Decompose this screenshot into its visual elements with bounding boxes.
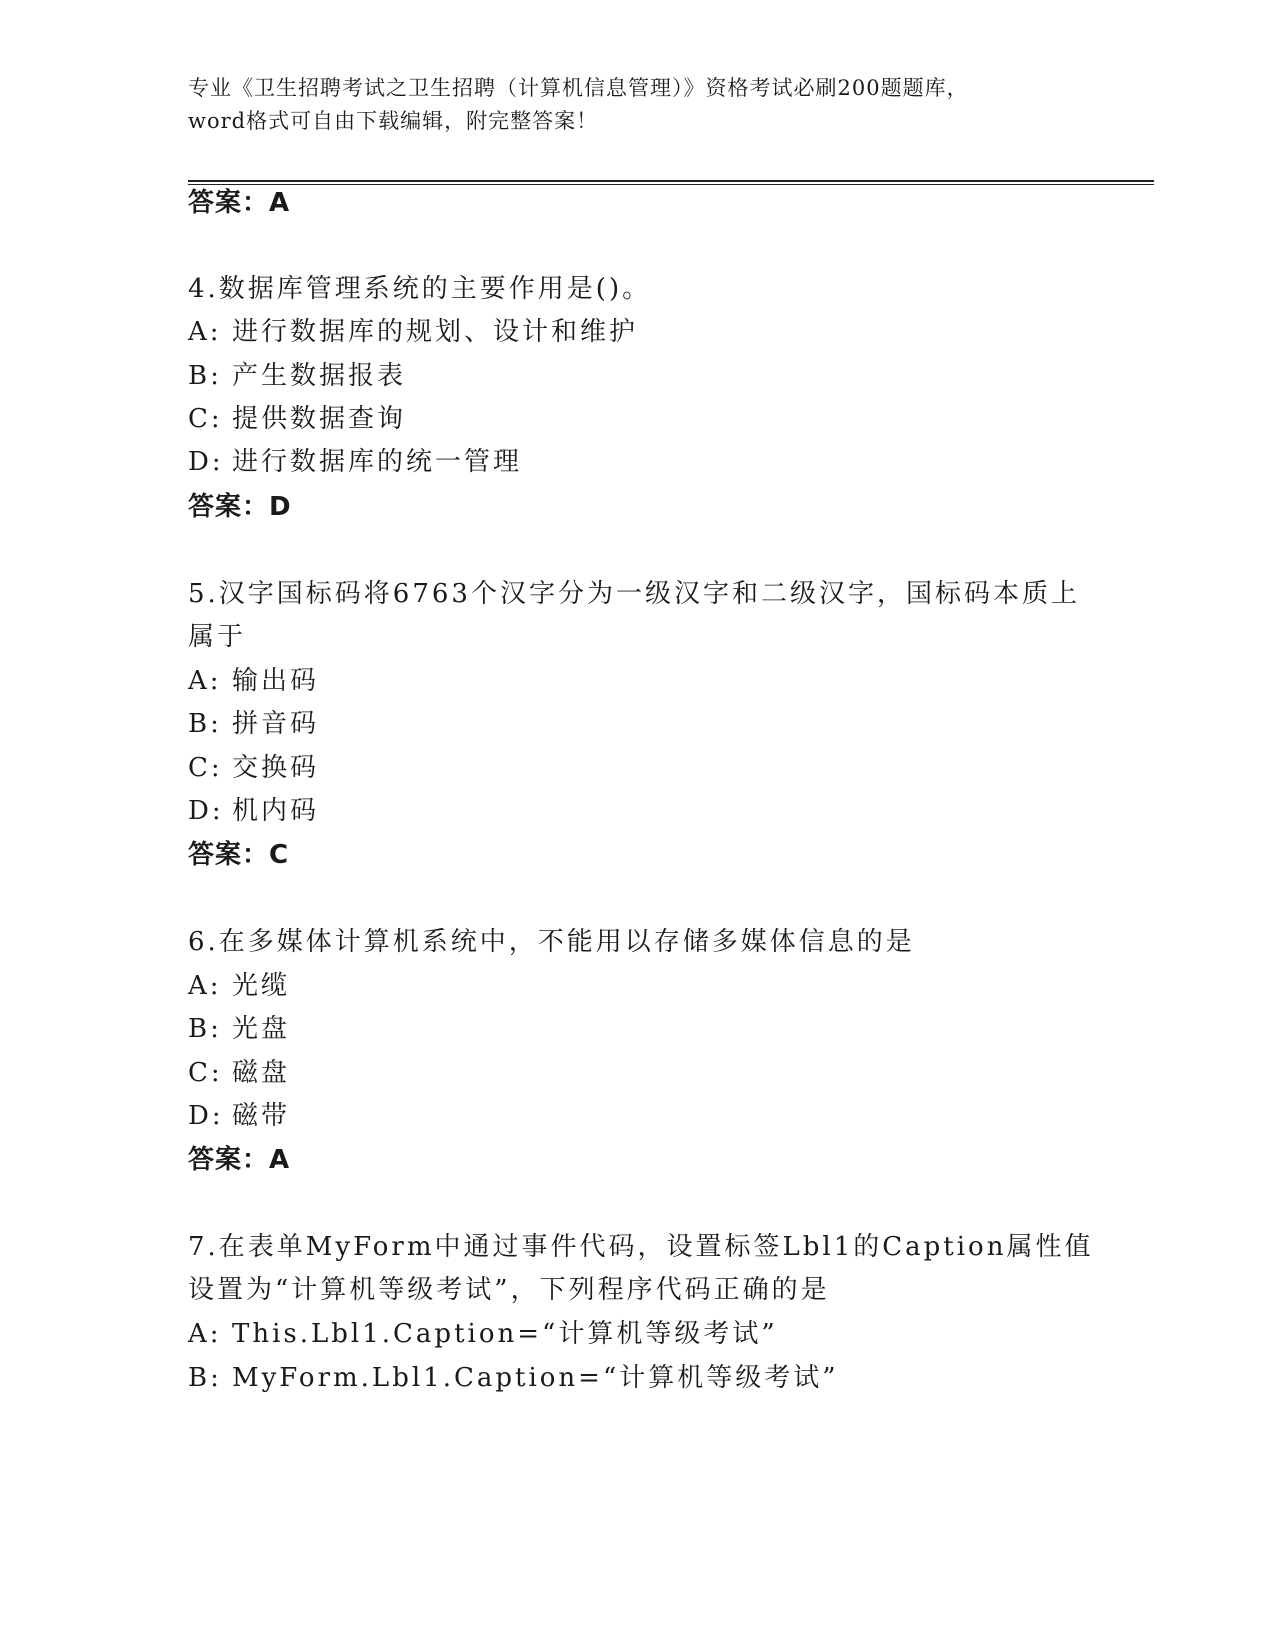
document-header (188, 72, 1088, 138)
question-5-stem-line-1: 5.汉字国标码将6763个汉字分为一级汉字和二级汉字，国标码本质上 (188, 579, 1080, 609)
question-5-option-c (188, 751, 319, 785)
question-6-stem: 6.在多媒体计算机系统中，不能用以存储多媒体信息的是 (188, 927, 915, 957)
option-text: 进行数据库的规划、设计和维护 (232, 317, 639, 347)
question-7-option-a (188, 1317, 778, 1351)
question-6-option-d (188, 1099, 290, 1133)
answer-5: 答案：C (188, 840, 290, 870)
option-prefix: B: (188, 1014, 222, 1044)
question-4-option-b (188, 359, 406, 393)
question-7-option-b (188, 1361, 839, 1395)
header-rule-thick (188, 180, 1154, 182)
option-text: MyForm.Lbl1.Caption=“计算机等级考试” (232, 1363, 839, 1393)
question-6-option-b (188, 1012, 290, 1046)
answer-4: 答案：D (188, 492, 292, 522)
question-5-option-d (188, 794, 319, 828)
option-text: 机内码 (232, 796, 320, 826)
answer-3: 答案：A (188, 188, 291, 218)
option-text: 磁带 (232, 1101, 291, 1131)
question-4-option-d (188, 445, 522, 479)
option-prefix: D: (188, 447, 224, 477)
option-prefix: D: (188, 796, 224, 826)
question-5-stem-line-2: 属于 (188, 622, 247, 652)
option-text: 产生数据报表 (232, 361, 407, 391)
option-prefix: C: (188, 1058, 223, 1088)
option-text: 光盘 (232, 1014, 291, 1044)
option-text: 光缆 (232, 971, 291, 1001)
option-prefix: A: (188, 1319, 222, 1349)
question-4-option-c (188, 402, 406, 436)
option-prefix: C: (188, 404, 223, 434)
option-text: 交换码 (232, 753, 320, 783)
option-prefix: A: (188, 971, 222, 1001)
question-6-option-a (188, 969, 290, 1003)
option-prefix: A: (188, 317, 222, 347)
option-text: 输出码 (232, 666, 320, 696)
option-text: 提供数据查询 (232, 404, 407, 434)
option-prefix: D: (188, 1101, 224, 1131)
option-prefix: B: (188, 1363, 222, 1393)
answer-6: 答案：A (188, 1145, 291, 1175)
question-6-option-c (188, 1056, 290, 1090)
header-line-1: 专业《卫生招聘考试之卫生招聘（计算机信息管理）》资格考试必刷200题题库， (188, 76, 969, 100)
option-prefix: B: (188, 361, 222, 391)
option-prefix: A: (188, 666, 222, 696)
option-text: 磁盘 (232, 1058, 291, 1088)
question-7-stem-line-1: 7.在表单MyForm中通过事件代码，设置标签Lbl1的Caption属性值 (188, 1232, 1094, 1262)
option-text: This.Lbl1.Caption=“计算机等级考试” (232, 1319, 778, 1349)
option-text: 拼音码 (232, 709, 320, 739)
option-prefix: B: (188, 709, 222, 739)
header-rule-thin (188, 184, 1154, 185)
option-text: 进行数据库的统一管理 (232, 447, 523, 477)
question-5-option-a (188, 664, 319, 698)
header-line-2: word格式可自由下载编辑，附完整答案！ (188, 109, 599, 133)
question-7-stem-line-2: 设置为“计算机等级考试”，下列程序代码正确的是 (188, 1275, 830, 1305)
question-4-stem: 4.数据库管理系统的主要作用是()。 (188, 274, 652, 304)
question-4-option-a (188, 315, 638, 349)
question-5-option-b (188, 707, 319, 741)
option-prefix: C: (188, 753, 223, 783)
